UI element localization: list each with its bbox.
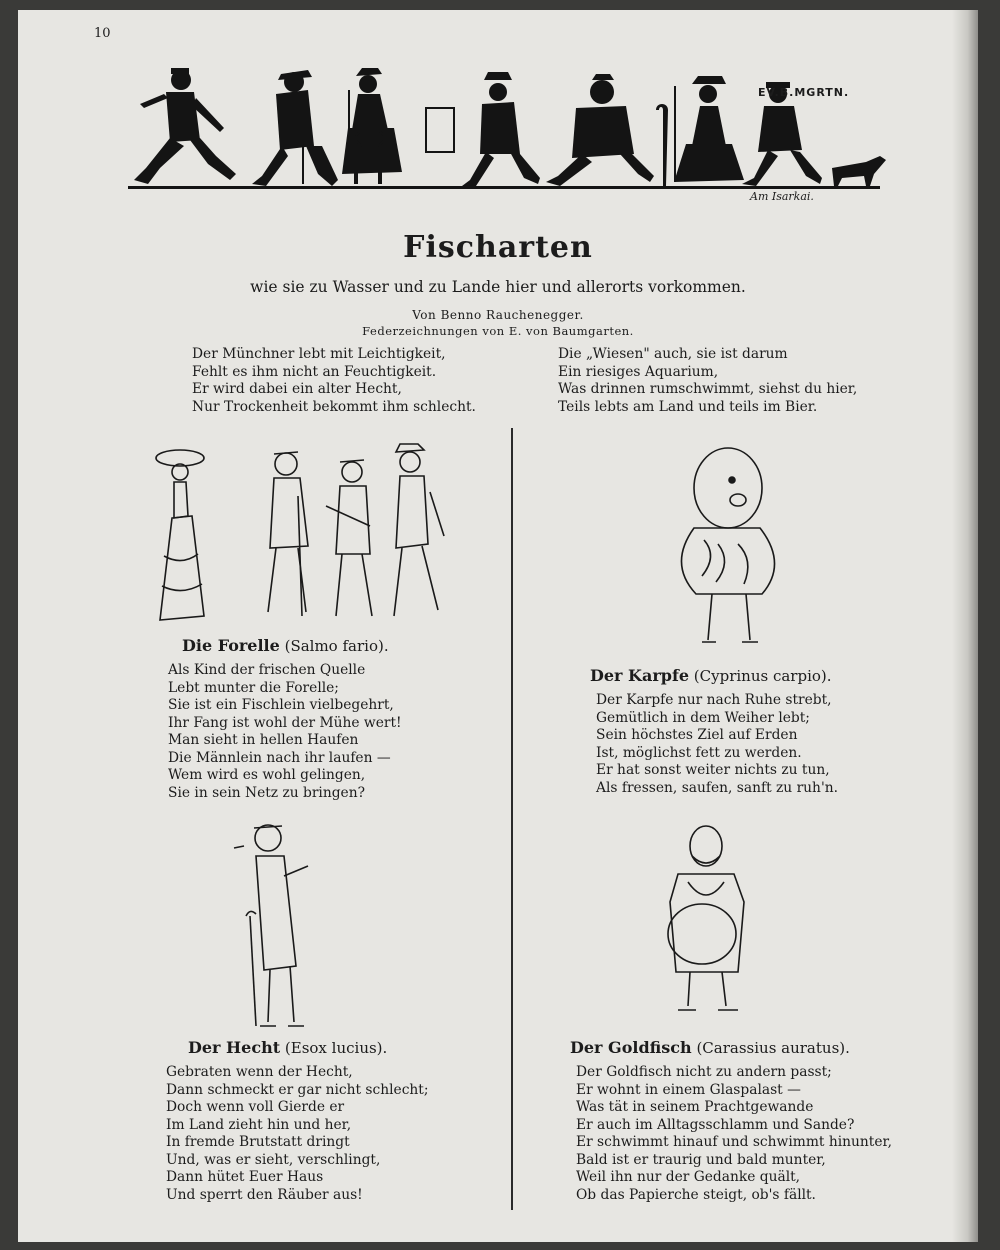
verse-line: Lebt munter die Forelle; (168, 679, 339, 696)
page-number: 10 (94, 26, 111, 41)
latin-name: (Esox lucius). (284, 1039, 388, 1057)
verse-line: Ihr Fang ist wohl der Mühe wert! (168, 714, 402, 731)
verse-line: Gemütlich in dem Weiher lebt; (596, 709, 810, 726)
fish-name: Der Hecht (188, 1038, 281, 1057)
verse-line: Er schwimmt hinauf und schwimmt hinunter, (576, 1134, 892, 1150)
verse-line: Ein riesiges Aquarium, (558, 363, 719, 380)
verse-line: Weil ihn nur der Gedanke quält, (576, 1169, 801, 1185)
verse-line: Im Land zieht hin und her, (166, 1116, 352, 1133)
verse-line: Wem wird es wohl gelingen, (168, 767, 366, 783)
verse-line: Sie in sein Netz zu bringen? (168, 784, 366, 801)
latin-name: (Cyprinus carpio). (693, 667, 832, 685)
verse-line: Man sieht in hellen Haufen (168, 732, 359, 748)
section-heading-goldfisch (570, 1038, 850, 1057)
verse-line: Dann schmeckt er gar nicht schlecht; (166, 1081, 429, 1098)
verse-line: Und sperrt den Räuber aus! (166, 1186, 363, 1203)
section-heading-karpfe (590, 666, 832, 685)
latin-name: (Salmo fario). (284, 637, 389, 655)
illustration-credit: Federzeichnungen von E. von Baumgarten. (362, 324, 634, 338)
verse-line: Teils lebts am Land und teils im Bier. (558, 398, 818, 415)
forelle-illustration (148, 436, 448, 646)
verse-line: Sie ist ein Fischlein vielbegehrt, (168, 697, 394, 713)
verse-line: Doch wenn voll Gierde er (166, 1099, 345, 1115)
fish-name: Der Karpfe (590, 666, 690, 685)
frieze-caption: Am Isarkai. (750, 190, 814, 203)
poem-forelle (168, 662, 402, 802)
verse-line: In fremde Brutstatt dringt (166, 1134, 350, 1150)
verse-line: Er auch im Alltagsschlamm und Sande? (576, 1116, 855, 1133)
section-heading-forelle (182, 636, 389, 655)
verse-line: Als Kind der frischen Quelle (168, 662, 366, 678)
verse-line: Was tät in seinem Prachtgewande (576, 1099, 814, 1115)
verse-line: Dann hütet Euer Haus (166, 1169, 324, 1185)
latin-name: (Carassius auratus). (696, 1039, 850, 1057)
verse-line: Bald ist er traurig und bald munter, (576, 1151, 826, 1168)
verse-line: Der Karpfe nur nach Ruhe strebt, (596, 692, 832, 708)
verse-line: Der Goldfisch nicht zu andern passt; (576, 1064, 832, 1080)
section-heading-hecht (188, 1038, 387, 1057)
poem-hecht (166, 1064, 429, 1204)
poem-karpfe (596, 692, 838, 797)
intro-stanza-right (558, 346, 857, 416)
verse-line: Was drinnen rumschwimmt, siehst du hier, (558, 381, 858, 397)
fish-name: Der Goldfisch (570, 1038, 692, 1057)
magazine-page (18, 10, 978, 1242)
page-gutter-shadow (952, 10, 978, 1242)
article-subtitle: wie sie zu Wasser und zu Lande hier und allerorts vorkommen. (250, 278, 746, 296)
hecht-illustration (224, 816, 344, 1036)
silhouette-frieze-illustration (126, 50, 896, 210)
intro-stanza-left (192, 346, 476, 416)
verse-line: Die „Wiesen" auch, sie ist darum (558, 346, 788, 362)
artist-signature: EV.B.MGRTN. (758, 86, 850, 99)
article-title: Fischarten (403, 230, 593, 265)
verse-line: Er wird dabei ein alter Hecht, (192, 381, 402, 397)
verse-line: Er hat sonst weiter nichts zu tun, (596, 762, 830, 778)
karpfe-illustration (658, 444, 798, 654)
verse-line: Nur Trockenheit bekommt ihm schlecht. (192, 398, 476, 415)
verse-line: Gebraten wenn der Hecht, (166, 1064, 353, 1080)
author-line: Von Benno Rauchenegger. (412, 308, 584, 322)
verse-line: Fehlt es ihm nicht an Feuchtigkeit. (192, 363, 437, 380)
column-divider (511, 428, 513, 1210)
poem-goldfisch (576, 1064, 892, 1204)
verse-line: Als fressen, saufen, sanft zu ruh'n. (596, 779, 839, 796)
verse-line: Er wohnt in einem Glaspalast — (576, 1081, 801, 1098)
fish-name: Die Forelle (182, 636, 280, 655)
verse-line: Die Männlein nach ihr laufen — (168, 749, 391, 766)
verse-line: Sein höchstes Ziel auf Erden (596, 727, 798, 743)
verse-line: Ob das Papierche steigt, ob's fällt. (576, 1186, 816, 1203)
goldfisch-illustration (648, 822, 768, 1022)
verse-line: Und, was er sieht, verschlingt, (166, 1151, 381, 1168)
verse-line: Ist, möglichst fett zu werden. (596, 744, 802, 761)
verse-line: Der Münchner lebt mit Leichtigkeit, (192, 346, 446, 362)
